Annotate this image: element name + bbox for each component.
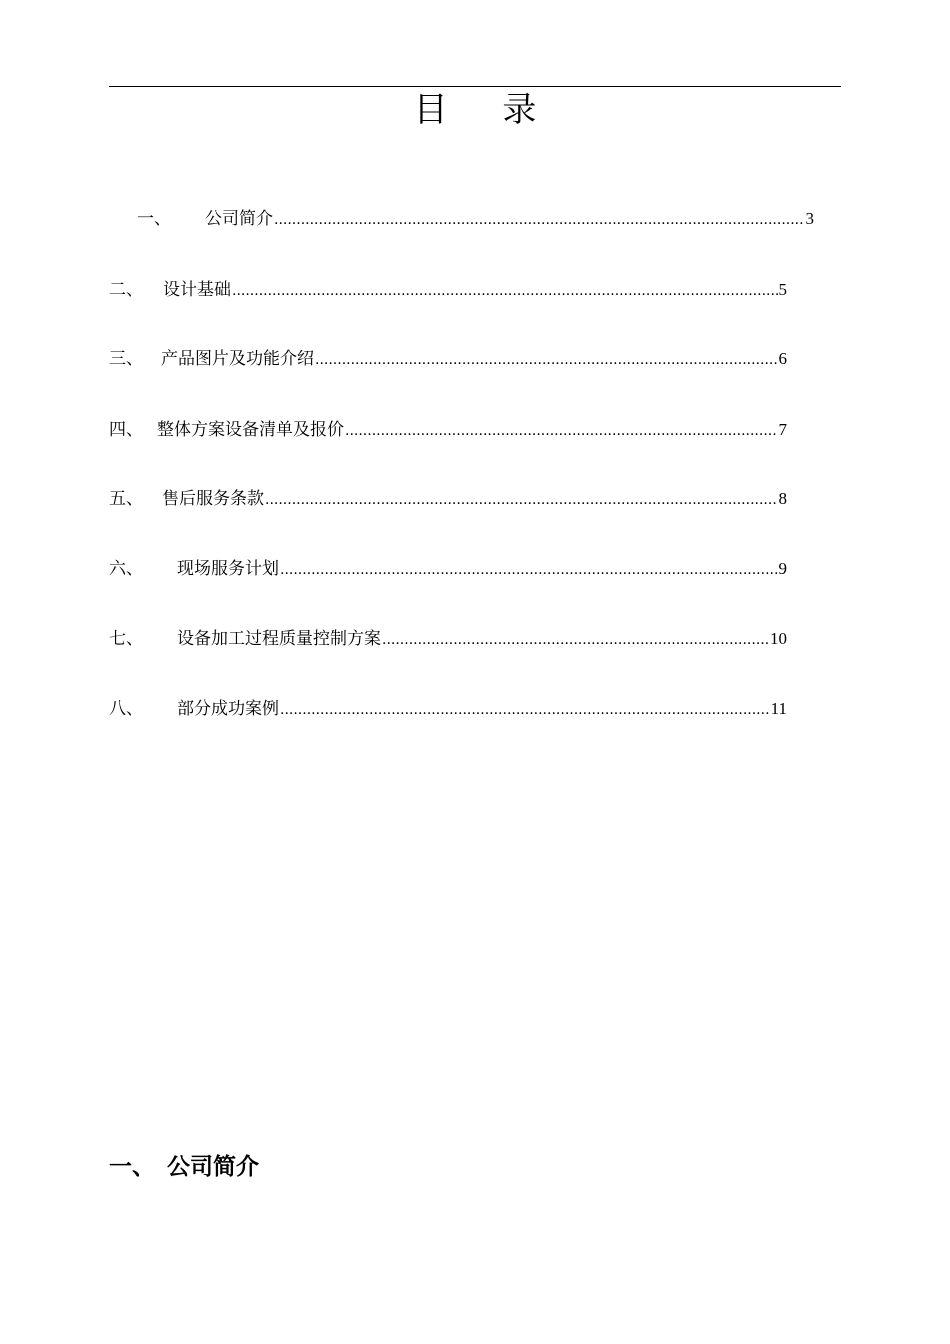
- toc-entry-number: 六、: [109, 559, 143, 579]
- toc-entry-1[interactable]: [137, 207, 814, 231]
- toc-entry-number: 五、: [109, 489, 143, 509]
- toc-title: 目 录: [413, 90, 559, 130]
- toc-entry-label: 现场服务计划: [177, 559, 279, 579]
- toc-entry-number: 七、: [109, 629, 143, 649]
- toc-entry-label: 公司简介: [205, 209, 273, 229]
- toc-entry-page: 9: [778, 559, 787, 578]
- toc-leader-dots: [232, 279, 778, 303]
- toc-leader-dots: [280, 698, 770, 722]
- toc-entry-page: 3: [805, 209, 814, 228]
- toc-entry-8[interactable]: [109, 697, 787, 721]
- section-title: 公司简介: [167, 1154, 259, 1180]
- section-heading: [109, 1150, 259, 1184]
- toc-leader-dots: [265, 488, 778, 512]
- toc-entry-page: 8: [778, 489, 787, 508]
- toc-entry-number: 四、: [109, 420, 143, 440]
- toc-entry-page: 6: [778, 349, 787, 368]
- toc-entry-number: 三、: [109, 349, 143, 369]
- toc-entry-label: 售后服务条款: [162, 489, 264, 509]
- toc-entry-page: 11: [770, 699, 787, 718]
- toc-entry-2[interactable]: [109, 278, 787, 302]
- toc-entry-label: 设备加工过程质量控制方案: [177, 629, 381, 649]
- section-number: 一、: [109, 1154, 155, 1180]
- toc-entry-4[interactable]: [109, 418, 787, 442]
- toc-leader-dots: [315, 348, 778, 372]
- toc-leader-dots: [382, 628, 769, 652]
- toc-leader-dots: [345, 419, 778, 443]
- toc-leader-dots: [274, 208, 805, 232]
- toc-entry-3[interactable]: [109, 347, 787, 371]
- toc-entry-number: 一、: [137, 209, 171, 229]
- toc-entry-label: 设计基础: [163, 280, 231, 300]
- toc-entry-page: 5: [778, 280, 787, 299]
- toc-entry-page: 7: [778, 420, 787, 439]
- toc-entry-label: 部分成功案例: [177, 699, 279, 719]
- toc-entry-5[interactable]: [109, 487, 787, 511]
- toc-entry-label: 整体方案设备清单及报价: [157, 420, 344, 440]
- toc-entry-number: 八、: [109, 699, 143, 719]
- toc-entry-7[interactable]: [109, 627, 787, 651]
- toc-leader-dots: [280, 558, 778, 582]
- top-rule: [109, 86, 841, 87]
- toc-entry-6[interactable]: [109, 557, 787, 581]
- toc-entry-label: 产品图片及功能介绍: [161, 349, 314, 369]
- toc-entry-number: 二、: [109, 280, 143, 300]
- toc-entry-page: 10: [770, 629, 787, 648]
